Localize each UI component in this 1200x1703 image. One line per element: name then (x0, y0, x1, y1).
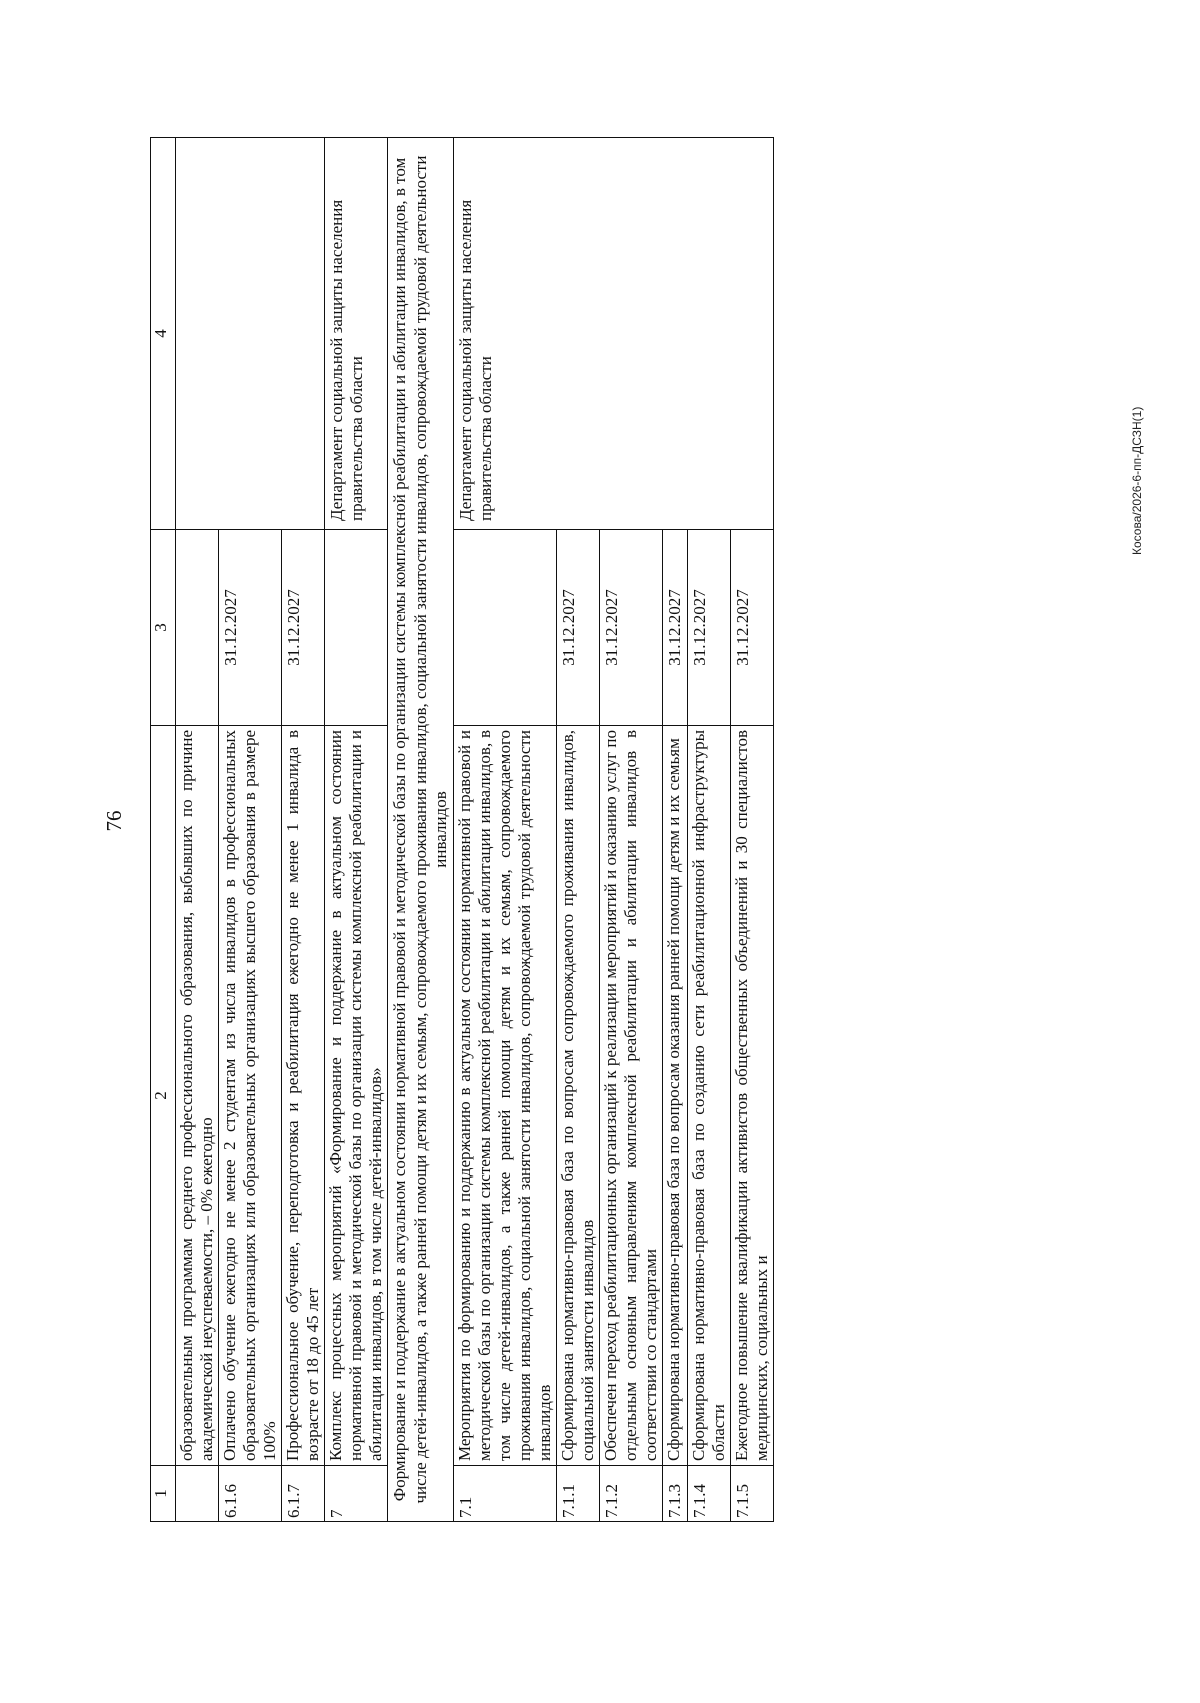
row-description: Профессиональное обучение, переподготовка и реабилитация ежегодно не менее 1 инвалида в возрасте от 18 до 45 лет (282, 726, 325, 1466)
row-date: 31.12.2027 (663, 530, 688, 726)
row-date (453, 530, 556, 726)
row-number: 7.1.3 (663, 1466, 688, 1522)
row-date: 31.12.2027 (219, 530, 282, 726)
measures-table (150, 137, 774, 1522)
row-description: Сформирована нормативно-правовая база по вопросам оказания ранней помощи детям и их семьям (663, 726, 688, 1466)
row-description: Сформирована нормативно-правовая база по созданию сети реабилитационной инфраструктуры области (688, 726, 731, 1466)
row-description: Ежегодное повышение квалификации активистов общественных объединений и 30 специалистов медицинских, социальных и (731, 726, 774, 1466)
row-date: 31.12.2027 (688, 530, 731, 726)
row-date (325, 530, 388, 726)
row-number (176, 1466, 219, 1522)
table-row (325, 138, 388, 1522)
table-section-row (388, 138, 453, 1522)
row-date (176, 530, 219, 726)
row-description: Мероприятия по формированию и поддержанию в актуальном состоянии нормативной правовой и методической базы по организации системы комплексной реабилитации и абилитации инвалидов, в том числе детей-инвалидов, а также ранней помощи детям и их семьям, сопровождаемого проживания инвалидов, социальной занятости инвалидов, сопровождаемой трудовой деятельности инвалидов (453, 726, 556, 1466)
section-goal-text: Формирование и поддержание в актуальном состоянии нормативной правовой и методической базы по организации системы комплексной реабилитации и абилитации инвалидов, в том числе детей-инвалидов, а также ранней помощи детям и их семьям, сопровождаемого проживания инвалидов, социальной занятости инвалидов, сопровождаемой трудовой деятельности инвалидов (388, 138, 453, 1522)
row-description: Обеспечен переход реабилитационных организаций к реализации мероприятий и оказанию услуг по отдельным основным направлениям комплексной реабилитации и абилитации инвалидов в соответствии со стандартами (599, 726, 662, 1466)
header-col-3: 3 (151, 530, 176, 726)
table-row (176, 138, 219, 1522)
header-col-4: 4 (151, 138, 176, 530)
header-row (151, 138, 176, 1522)
page-number: 76 (102, 810, 126, 832)
row-number: 7 (325, 1466, 388, 1522)
row-responsible: Департамент социальной защиты населения правительства области (453, 138, 774, 530)
row-responsible: Департамент социальной защиты населения правительства области (325, 138, 388, 530)
header-col-1: 1 (151, 1466, 176, 1522)
row-number: 7.1.5 (731, 1466, 774, 1522)
row-description: Оплачено обучение ежегодно не менее 2 студентам из числа инвалидов в профессиональных образовательных организациях или образовательных организациях высшего образования в размере 100% (219, 726, 282, 1466)
row-number: 7.1.1 (556, 1466, 599, 1522)
row-description: образовательным программам среднего профессионального образования, выбывших по причине академической неуспеваемости, – 0% ежегодно (176, 726, 219, 1466)
row-date: 31.12.2027 (731, 530, 774, 726)
footer-code: Косова/2026-6-пп-ДСЗН(1) (1130, 406, 1144, 555)
row-date: 31.12.2027 (282, 530, 325, 726)
row-date: 31.12.2027 (556, 530, 599, 726)
row-number: 6.1.6 (219, 1466, 282, 1522)
table-row (453, 138, 556, 1522)
row-number: 7.1.2 (599, 1466, 662, 1522)
row-description: Сформирована нормативно-правовая база по вопросам сопровождаемого проживания инвалидов, социальной занятости инвалидов (556, 726, 599, 1466)
row-number: 7.1.4 (688, 1466, 731, 1522)
row-number: 7.1 (453, 1466, 556, 1522)
row-description: Комплекс процессных мероприятий «Формирование и поддержание в актуальном состоянии нормативной правовой и методической базы по организации системы комплексной реабилитации и абилитации инвалидов, в том числе детей-инвалидов» (325, 726, 388, 1466)
row-number: 6.1.7 (282, 1466, 325, 1522)
row-date: 31.12.2027 (599, 530, 662, 726)
measures-table-rotated (150, 138, 1038, 1522)
header-col-2: 2 (151, 726, 176, 1466)
row-responsible (176, 138, 325, 530)
